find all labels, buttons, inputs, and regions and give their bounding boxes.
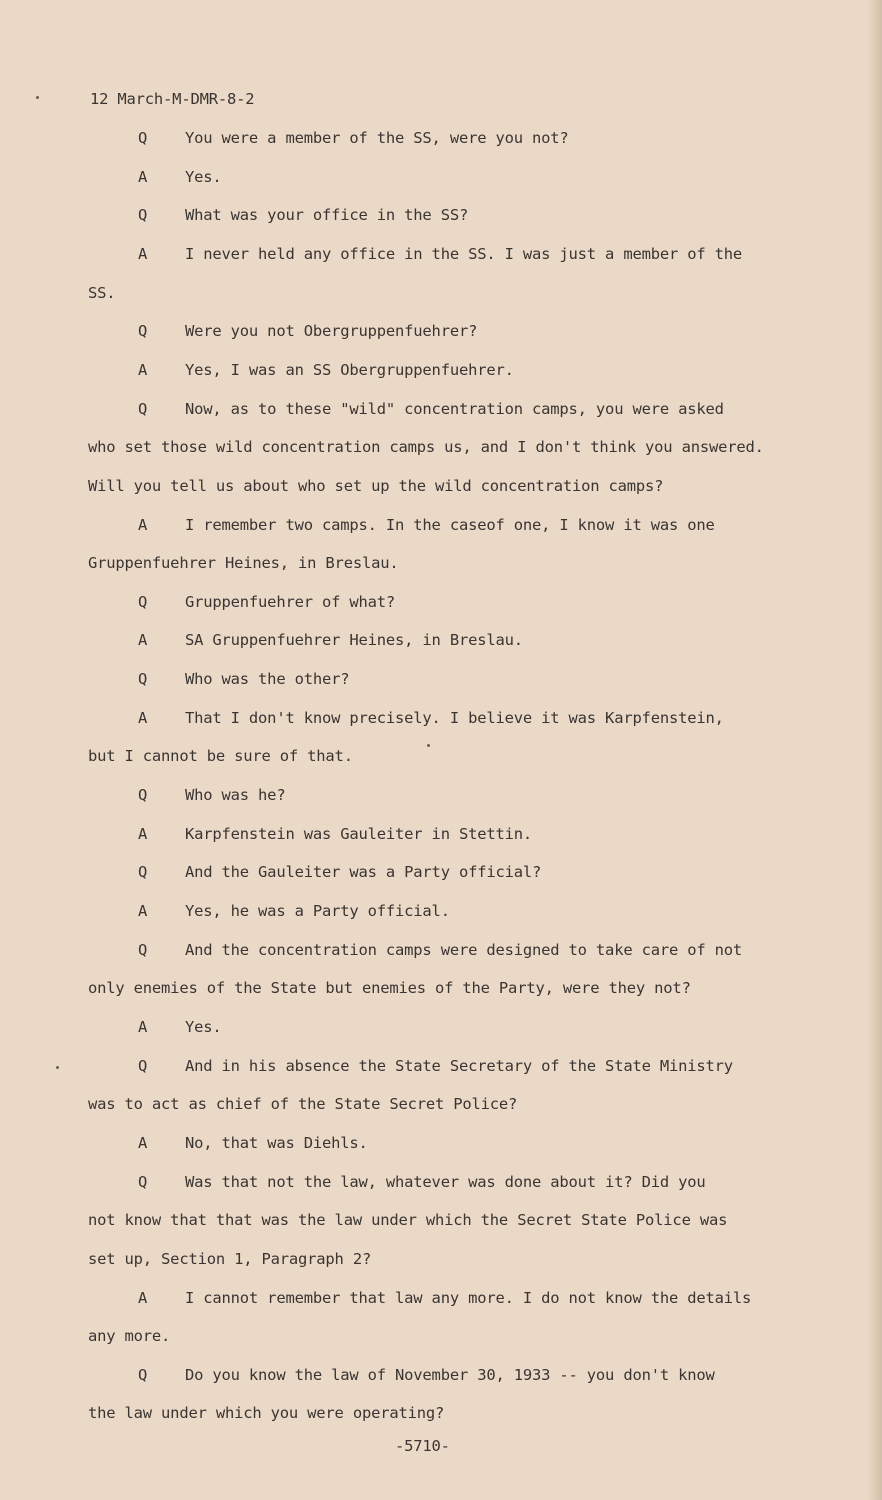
question-marker: Q bbox=[138, 863, 148, 882]
question-marker: Q bbox=[138, 592, 148, 611]
question-marker: Q bbox=[138, 322, 148, 341]
paper-speck bbox=[36, 96, 39, 99]
answer-marker: A bbox=[138, 1017, 148, 1036]
line-text: I remember two camps. In the caseof one, I know it was one bbox=[185, 515, 715, 534]
line-text: Yes, I was an SS Obergruppenfuehrer. bbox=[185, 360, 514, 379]
line-text: Who was the other? bbox=[185, 670, 350, 689]
line-text: No, that was Diehls. bbox=[185, 1133, 368, 1152]
paper-speck bbox=[56, 1066, 59, 1069]
answer-marker: A bbox=[138, 824, 148, 843]
continuation-text: SS. bbox=[88, 283, 116, 302]
question-marker: Q bbox=[138, 1172, 148, 1191]
page-number: -5710- bbox=[395, 1437, 450, 1455]
continuation-text: but I cannot be sure of that. bbox=[88, 747, 353, 766]
continuation-text: set up, Section 1, Paragraph 2? bbox=[88, 1249, 372, 1268]
continuation-text: who set those wild concentration camps us, and I don't think you answered. bbox=[88, 438, 764, 457]
answer-marker: A bbox=[138, 902, 148, 920]
continuation-text: was to act as chief of the State Secret Police? bbox=[88, 1095, 518, 1114]
line-text: Who was he? bbox=[185, 786, 286, 805]
answer-marker: A bbox=[138, 631, 148, 650]
line-text: Yes. bbox=[185, 167, 222, 186]
page-header: 12 March-M-DMR-8-2 bbox=[90, 90, 255, 108]
continuation-text: not know that that was the law under which the Secret State Police was bbox=[88, 1211, 728, 1230]
answer-marker: A bbox=[138, 1133, 148, 1152]
answer-marker: A bbox=[138, 167, 148, 186]
line-text: Was that not the law, whatever was done about it? Did you bbox=[185, 1172, 706, 1191]
line-text: Were you not Obergruppenfuehrer? bbox=[185, 322, 478, 341]
page-edge-shadow bbox=[868, 0, 882, 1500]
line-text: Gruppenfuehrer of what? bbox=[185, 592, 396, 611]
continuation-text: any more. bbox=[88, 1327, 171, 1346]
continuation-text: the law under which you were operating? bbox=[88, 1404, 445, 1423]
line-text: What was your office in the SS? bbox=[185, 206, 469, 225]
line-text: SA Gruppenfuehrer Heines, in Breslau. bbox=[185, 631, 523, 650]
line-text: And in his absence the State Secretary of the State Ministry bbox=[185, 1056, 733, 1075]
question-marker: Q bbox=[138, 129, 148, 147]
line-text: I cannot remember that law any more. I do not know the details bbox=[185, 1288, 752, 1307]
paper-speck bbox=[427, 744, 430, 747]
question-marker: Q bbox=[138, 940, 148, 959]
line-text: Now, as to these "wild" concentration camps, you were asked bbox=[185, 399, 724, 418]
line-text: Do you know the law of November 30, 1933 -- you don't know bbox=[185, 1365, 715, 1384]
answer-marker: A bbox=[138, 244, 148, 263]
line-text: I never held any office in the SS. I was just a member of the bbox=[185, 244, 743, 263]
answer-marker: A bbox=[138, 360, 148, 379]
line-text: You were a member of the SS, were you not? bbox=[185, 129, 569, 147]
line-text: Yes. bbox=[185, 1017, 222, 1036]
question-marker: Q bbox=[138, 670, 148, 689]
line-text: Yes, he was a Party official. bbox=[185, 902, 450, 920]
answer-marker: A bbox=[138, 708, 148, 727]
answer-marker: A bbox=[138, 1288, 148, 1307]
question-marker: Q bbox=[138, 786, 148, 805]
line-text: And the Gauleiter was a Party official? bbox=[185, 863, 542, 882]
question-marker: Q bbox=[138, 1365, 148, 1384]
question-marker: Q bbox=[138, 399, 148, 418]
question-marker: Q bbox=[138, 1056, 148, 1075]
line-text: Karpfenstein was Gauleiter in Stettin. bbox=[185, 824, 533, 843]
question-marker: Q bbox=[138, 206, 148, 225]
answer-marker: A bbox=[138, 515, 148, 534]
continuation-text: Will you tell us about who set up the wild concentration camps? bbox=[88, 476, 664, 495]
line-text: And the concentration camps were designed to take care of not bbox=[185, 940, 743, 959]
continuation-text: only enemies of the State but enemies of the Party, were they not? bbox=[88, 979, 691, 998]
line-text: That I don't know precisely. I believe it was Karpfenstein, bbox=[185, 708, 724, 727]
continuation-text: Gruppenfuehrer Heines, in Breslau. bbox=[88, 554, 399, 573]
